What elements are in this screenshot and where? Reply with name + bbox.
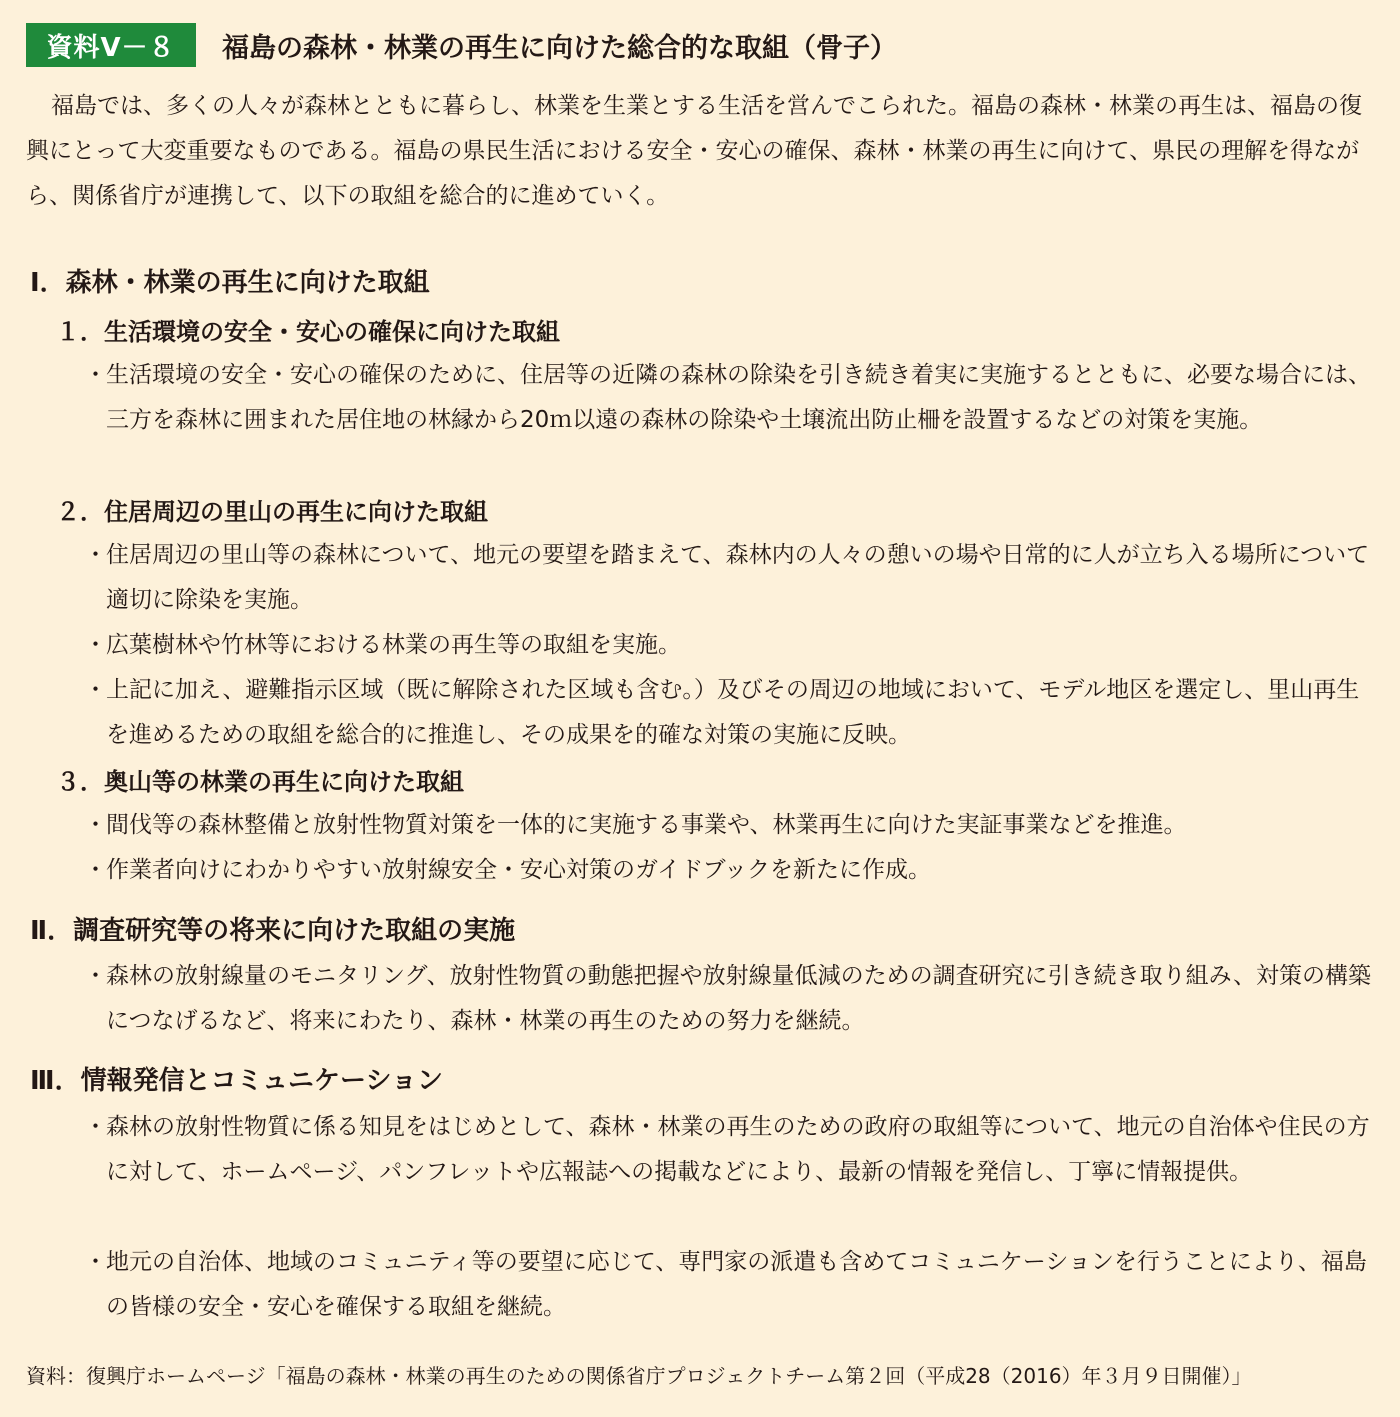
document-label-badge: 資料Ⅴ－８: [26, 23, 196, 67]
title-row: [26, 22, 897, 68]
section-heading-2: Ⅱ．調査研究等の将来に向けた取組の実施: [30, 916, 516, 946]
bullet-mark: ・: [84, 1114, 107, 1140]
bullet-text: 住居周辺の里山等の森林について、地元の要望を踏まえて、森林内の人々の憩いの場や日常的に人が立ち入る場所について適切に除染を実施。: [106, 542, 1370, 613]
subsection-heading-1-2: ２．住居周辺の里山の再生に向けた取組: [56, 498, 488, 526]
list-item: [84, 803, 1378, 848]
list-item: [84, 623, 1378, 668]
subsection-heading-1-1: １．生活環境の安全・安心の確保に向けた取組: [56, 318, 560, 346]
bullet-mark: ・: [84, 857, 107, 883]
bullet-text: 広葉樹林や竹林等における林業の再生等の取組を実施。: [106, 632, 681, 658]
list-item: [84, 668, 1378, 758]
bullet-text: 森林の放射線量のモニタリング、放射性物質の動態把握や放射線量低減のための調査研究に引き続き取り組み、対策の構築につなげるなど、将来にわたり、森林・林業の再生のための努力を継続。: [106, 963, 1371, 1034]
bullet-text: 森林の放射性物質に係る知見をはじめとして、森林・林業の再生のための政府の取組等について、地元の自治体や住民の方に対して、ホームページ、パンフレットや広報誌への掲載などにより、最新の情報を発信し、丁寧に情報提供。: [106, 1114, 1370, 1185]
list-item: [84, 848, 1378, 893]
bullet-text: 生活環境の安全・安心の確保のために、住居等の近隣の森林の除染を引き続き着実に実施するとともに、必要な場合には、三方を森林に囲まれた居住地の林縁から20ｍ以遠の森林の除染や土壌流出防止柵を設置するなどの対策を実施。: [106, 362, 1371, 433]
bullet-mark: ・: [84, 362, 107, 388]
list-item: [84, 954, 1378, 1044]
source-citation: 資料：復興庁ホームページ「福島の森林・林業の再生のための関係省庁プロジェクトチーム第２回（平成28（2016）年３月９日開催）」: [26, 1364, 1252, 1388]
bullet-mark: ・: [84, 542, 107, 568]
bullet-mark: ・: [84, 812, 107, 838]
intro-paragraph: 福島では、多くの人々が森林とともに暮らし、林業を生業とする生活を営んでこられた。福島の森林・林業の再生は、福島の復興にとって大変重要なものである。福島の県民生活における安全・安心の確保、森林・林業の再生に向けて、県民の理解を得ながら、関係省庁が連携して、以下の取組を総合的に進めていく。: [26, 93, 1362, 209]
bullet-text: 上記に加え、避難指示区域（既に解除された区域も含む。）及びその周辺の地域において、モデル地区を選定し、里山再生を進めるための取組を総合的に推進し、その成果を的確な対策の実施に反映。: [106, 677, 1360, 748]
bullet-mark: ・: [84, 632, 107, 658]
bullet-text: 間伐等の森林整備と放射性物質対策を一体的に実施する事業や、林業再生に向けた実証事業などを推進。: [106, 812, 1187, 838]
section-heading-1: Ⅰ．森林・林業の再生に向けた取組: [30, 268, 430, 298]
bullet-mark: ・: [84, 963, 107, 989]
bullet-text: 地元の自治体、地域のコミュニティ等の要望に応じて、専門家の派遣も含めてコミュニケーションを行うことにより、福島の皆様の安全・安心を確保する取組を継続。: [106, 1249, 1367, 1320]
bullet-text: 作業者向けにわかりやすい放射線安全・安心対策のガイドブックを新たに作成。: [106, 857, 932, 883]
section-heading-3: Ⅲ．情報発信とコミュニケーション: [30, 1066, 444, 1096]
document-title: 福島の森林・林業の再生に向けた総合的な取組（骨子）: [222, 32, 897, 64]
list-item: [84, 1105, 1378, 1195]
list-item: [84, 353, 1378, 443]
list-item: [84, 1240, 1378, 1330]
subsection-heading-1-3: ３．奥山等の林業の再生に向けた取組: [56, 768, 464, 796]
list-item: [84, 533, 1378, 623]
bullet-mark: ・: [84, 677, 107, 703]
bullet-mark: ・: [84, 1249, 107, 1275]
